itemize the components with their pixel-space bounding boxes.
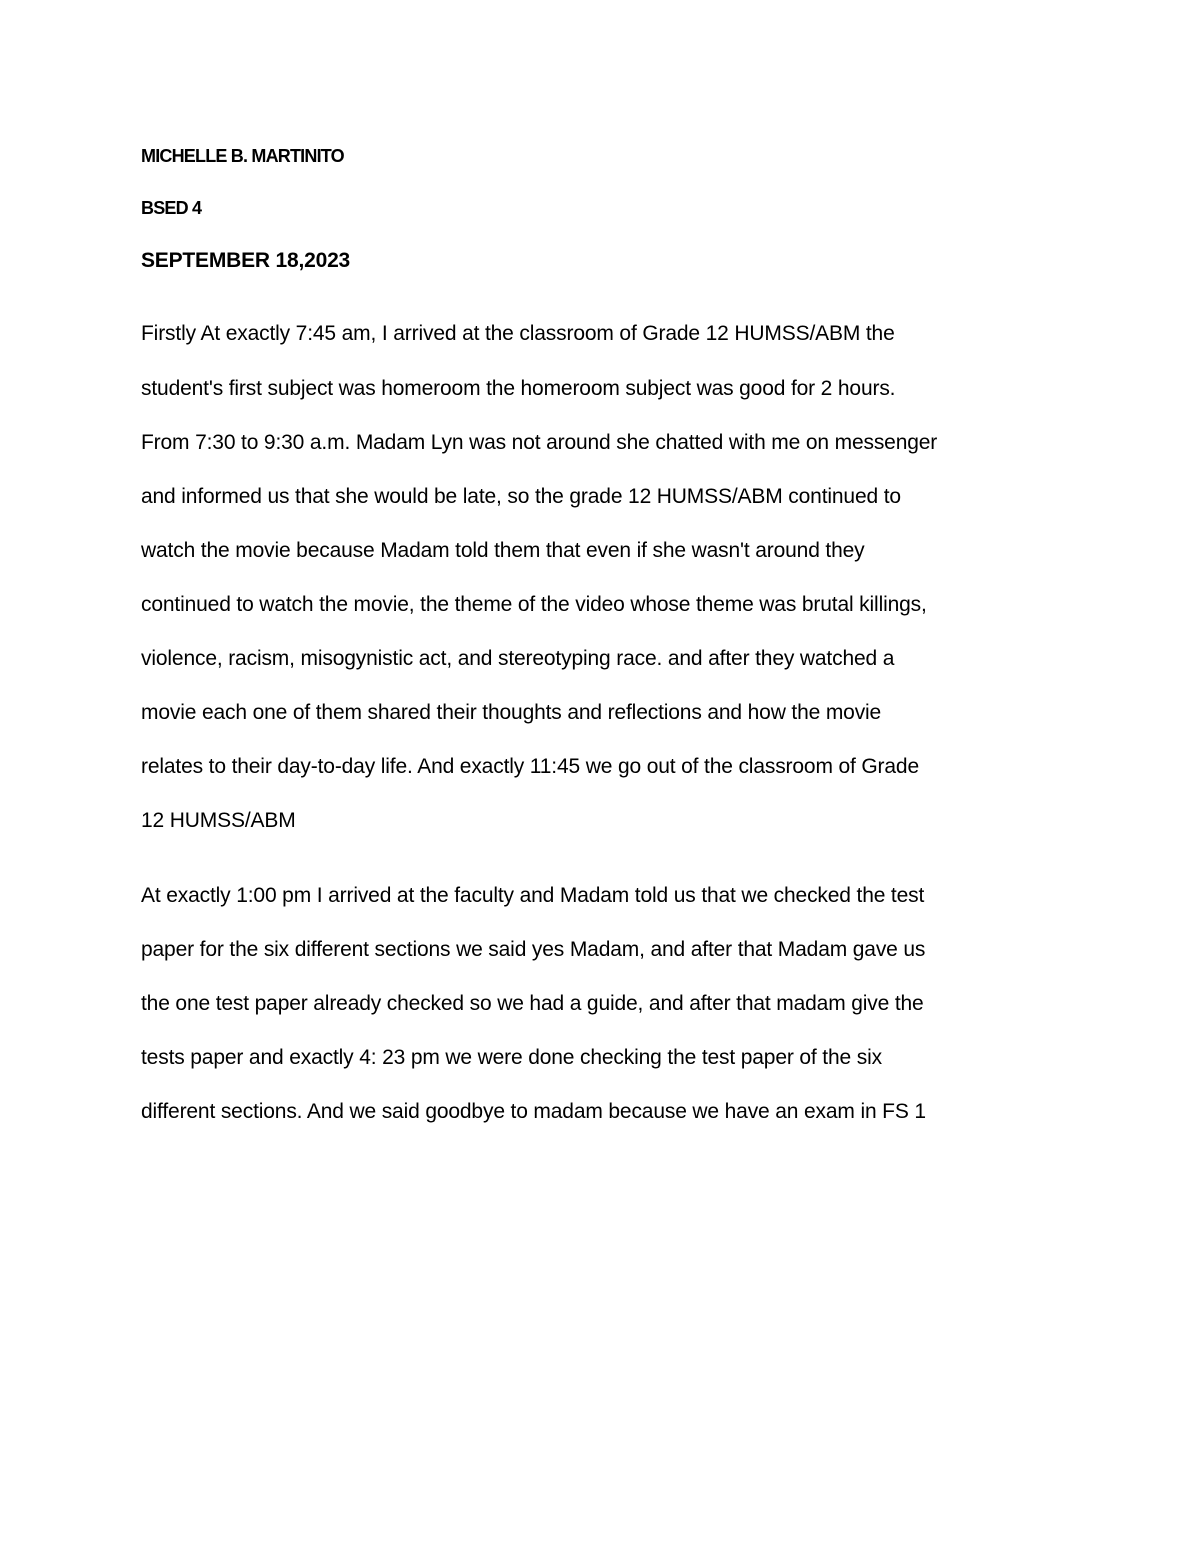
paragraph-line: watch the movie because Madam told them that even if she wasn't around they	[141, 539, 865, 562]
author-name: MICHELLE B. MARTINITO	[141, 146, 344, 166]
paragraph-line: At exactly 1:00 pm I arrived at the faculty and Madam told us that we checked the test	[141, 884, 925, 907]
paragraph-line: and informed us that she would be late, so the grade 12 HUMSS/ABM continued to	[141, 485, 901, 508]
paragraph-line: the one test paper already checked so we had a guide, and after that madam give the	[141, 992, 924, 1015]
paragraph-line: student's first subject was homeroom the homeroom subject was good for 2 hours.	[141, 377, 896, 400]
paragraph-line: relates to their day-to-day life. And exactly 11:45 we go out of the classroom of Grade	[141, 755, 919, 778]
paragraph-line: From 7:30 to 9:30 a.m. Madam Lyn was not around she chatted with me on messenger	[141, 431, 938, 454]
paragraph-line: Firstly At exactly 7:45 am, I arrived at the classroom of Grade 12 HUMSS/ABM the	[141, 322, 895, 345]
paragraph-line: tests paper and exactly 4: 23 pm we were done checking the test paper of the six	[141, 1046, 882, 1069]
paragraph-line: violence, racism, misogynistic act, and stereotyping race. and after they watched a	[141, 647, 895, 670]
paragraph-line: continued to watch the movie, the theme of the video whose theme was brutal killings,	[141, 593, 927, 616]
course-label: BSED 4	[141, 198, 202, 218]
paragraph-line: paper for the six different sections we said yes Madam, and after that Madam gave us	[141, 938, 926, 961]
paragraph-line: movie each one of them shared their thoughts and reflections and how the movie	[141, 701, 882, 724]
document-date: SEPTEMBER 18,2023	[141, 249, 351, 272]
paragraph-line: different sections. And we said goodbye to madam because we have an exam in FS 1	[141, 1100, 926, 1123]
paragraph-line: 12 HUMSS/ABM	[141, 809, 296, 832]
